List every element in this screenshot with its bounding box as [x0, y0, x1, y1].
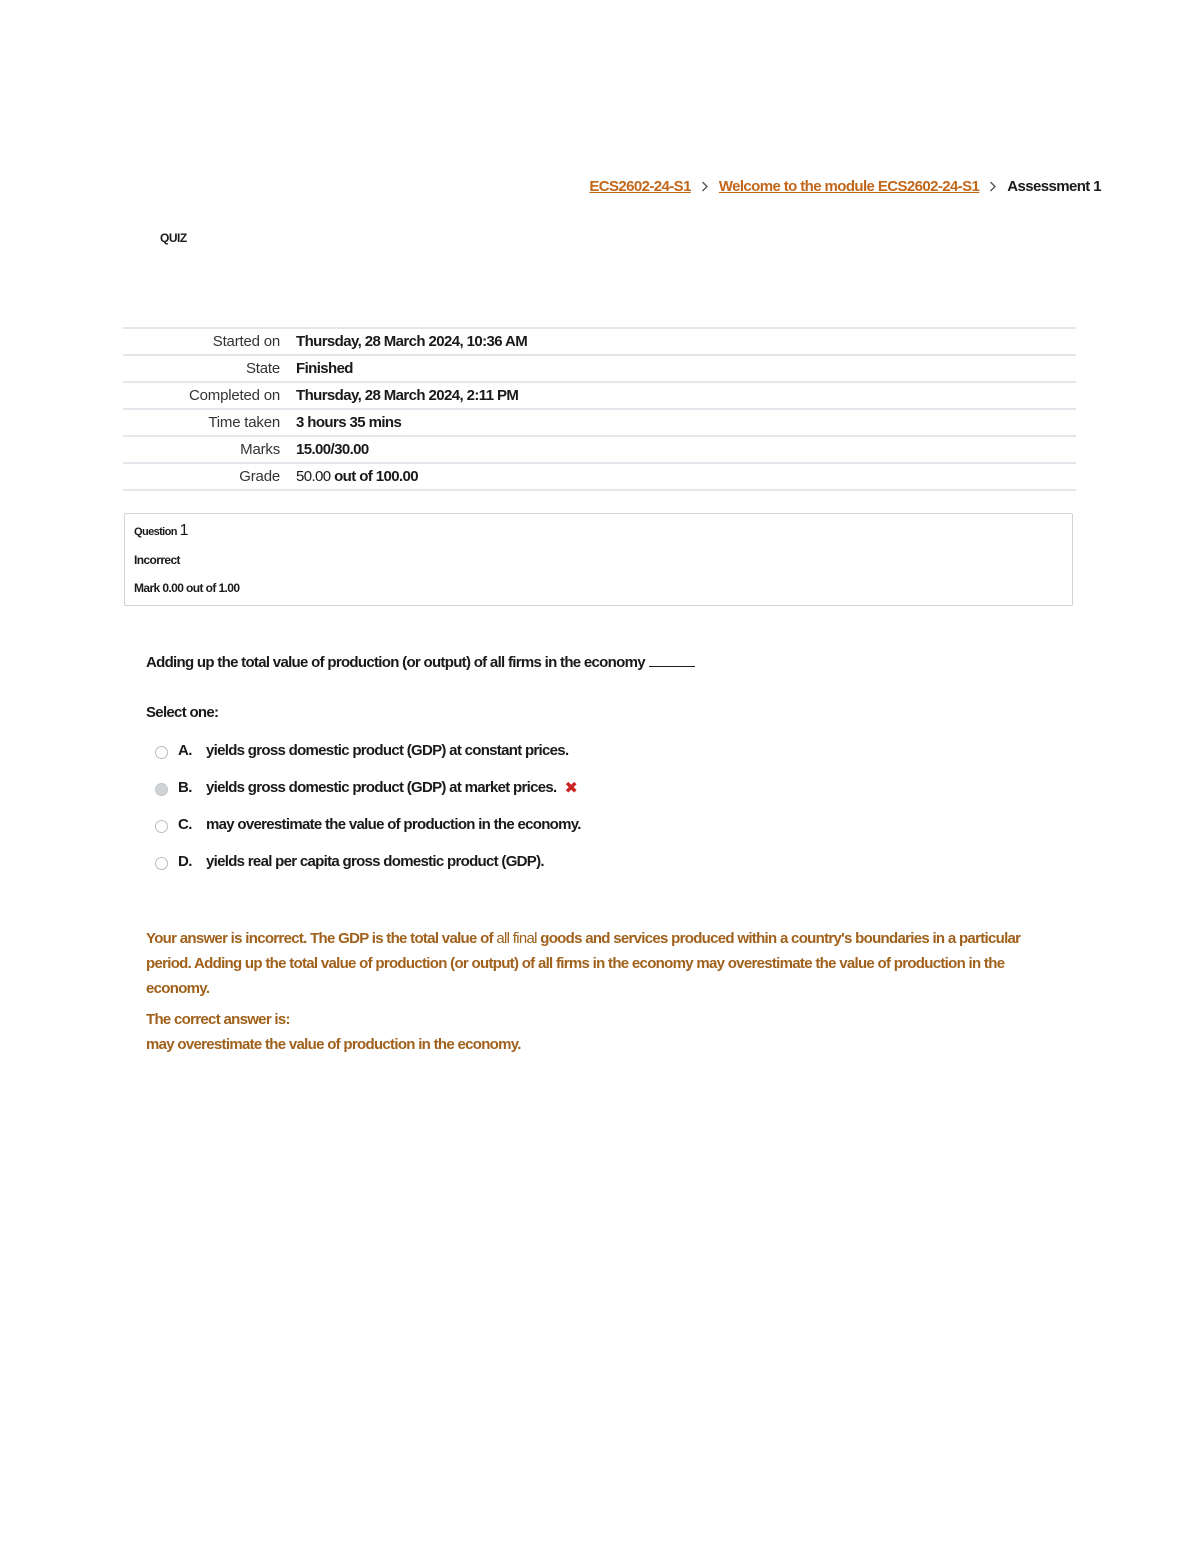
option-letter: B.	[178, 779, 192, 796]
option-text: yields real per capita gross domestic product (GDP).	[206, 853, 544, 870]
answer-options	[155, 732, 581, 880]
summary-key: Started on	[212, 333, 280, 350]
chevron-right-icon	[701, 181, 709, 192]
feedback-part2: all final	[496, 930, 537, 947]
summary-value: Thursday, 28 March 2024, 10:36 AM	[296, 333, 528, 350]
question-mark: Mark 0.00 out of 1.00	[134, 581, 240, 595]
summary-value	[296, 463, 1076, 490]
question-info-box	[124, 513, 1073, 606]
select-prompt: Select one:	[146, 704, 219, 721]
option-text: may overestimate the value of production in the economy.	[206, 816, 581, 833]
summary-key: Marks	[240, 441, 280, 458]
summary-row	[123, 436, 1076, 463]
answer-option-b[interactable]	[155, 769, 581, 806]
question-prompt: Adding up the total value of production (or output) of all firms in the economy	[146, 654, 645, 671]
summary-key: Time taken	[208, 414, 280, 431]
summary-key: Grade	[239, 468, 280, 485]
breadcrumb-link-module[interactable]: Welcome to the module ECS2602-24-S1	[718, 178, 980, 195]
summary-key: Completed on	[189, 387, 280, 404]
grade-suffix: out of 100.00	[330, 468, 419, 485]
summary-row	[123, 382, 1076, 409]
summary-value: 3 hours 35 mins	[296, 414, 402, 431]
answer-option-a[interactable]	[155, 732, 581, 769]
incorrect-cross-icon: ✖	[564, 779, 578, 797]
summary-row	[123, 355, 1076, 382]
question-number-value: 1	[179, 522, 188, 539]
answer-option-c[interactable]	[155, 806, 581, 843]
summary-value: Finished	[296, 360, 353, 377]
option-text: yields gross domestic product (GDP) at market prices.	[206, 779, 557, 796]
correct-answer-label: The correct answer is:	[146, 1011, 290, 1028]
feedback-part1: Your answer is incorrect. The GDP is the total value of	[146, 930, 497, 947]
summary-value: 15.00/30.00	[296, 441, 369, 458]
general-feedback	[146, 926, 1056, 1001]
correct-answer-text: may overestimate the value of production in the economy.	[146, 1036, 521, 1053]
radio-button[interactable]	[155, 857, 168, 870]
summary-row	[123, 463, 1076, 490]
attempt-summary-table	[123, 327, 1076, 491]
radio-button-selected[interactable]	[155, 783, 168, 796]
breadcrumb	[589, 178, 1101, 195]
question-number	[134, 523, 1072, 540]
question-text	[146, 654, 695, 671]
option-letter: D.	[178, 853, 192, 870]
summary-value: Thursday, 28 March 2024, 2:11 PM	[296, 387, 519, 404]
answer-option-d[interactable]	[155, 843, 581, 880]
radio-button[interactable]	[155, 746, 168, 759]
chevron-right-icon	[989, 181, 997, 192]
option-letter: C.	[178, 816, 192, 833]
option-text: yields gross domestic product (GDP) at constant prices.	[206, 742, 569, 759]
question-label: Question	[134, 526, 177, 538]
page-type-label: QUIZ	[160, 231, 187, 245]
breadcrumb-current: Assessment 1	[1007, 178, 1101, 195]
breadcrumb-link-course[interactable]: ECS2602-24-S1	[589, 178, 691, 195]
question-status: Incorrect	[134, 553, 180, 567]
feedback-part3: goods and services produced within a country's boundaries in a particular period. Adding up the total value of production (or output) of all firms in the economy may overestimate the value of production in the economy.	[146, 930, 1021, 997]
option-letter: A.	[178, 742, 192, 759]
radio-button[interactable]	[155, 820, 168, 833]
summary-key: State	[245, 360, 280, 377]
grade-number: 50.00	[296, 468, 331, 485]
summary-row	[123, 409, 1076, 436]
answer-blank	[649, 654, 695, 667]
summary-row	[123, 328, 1076, 355]
